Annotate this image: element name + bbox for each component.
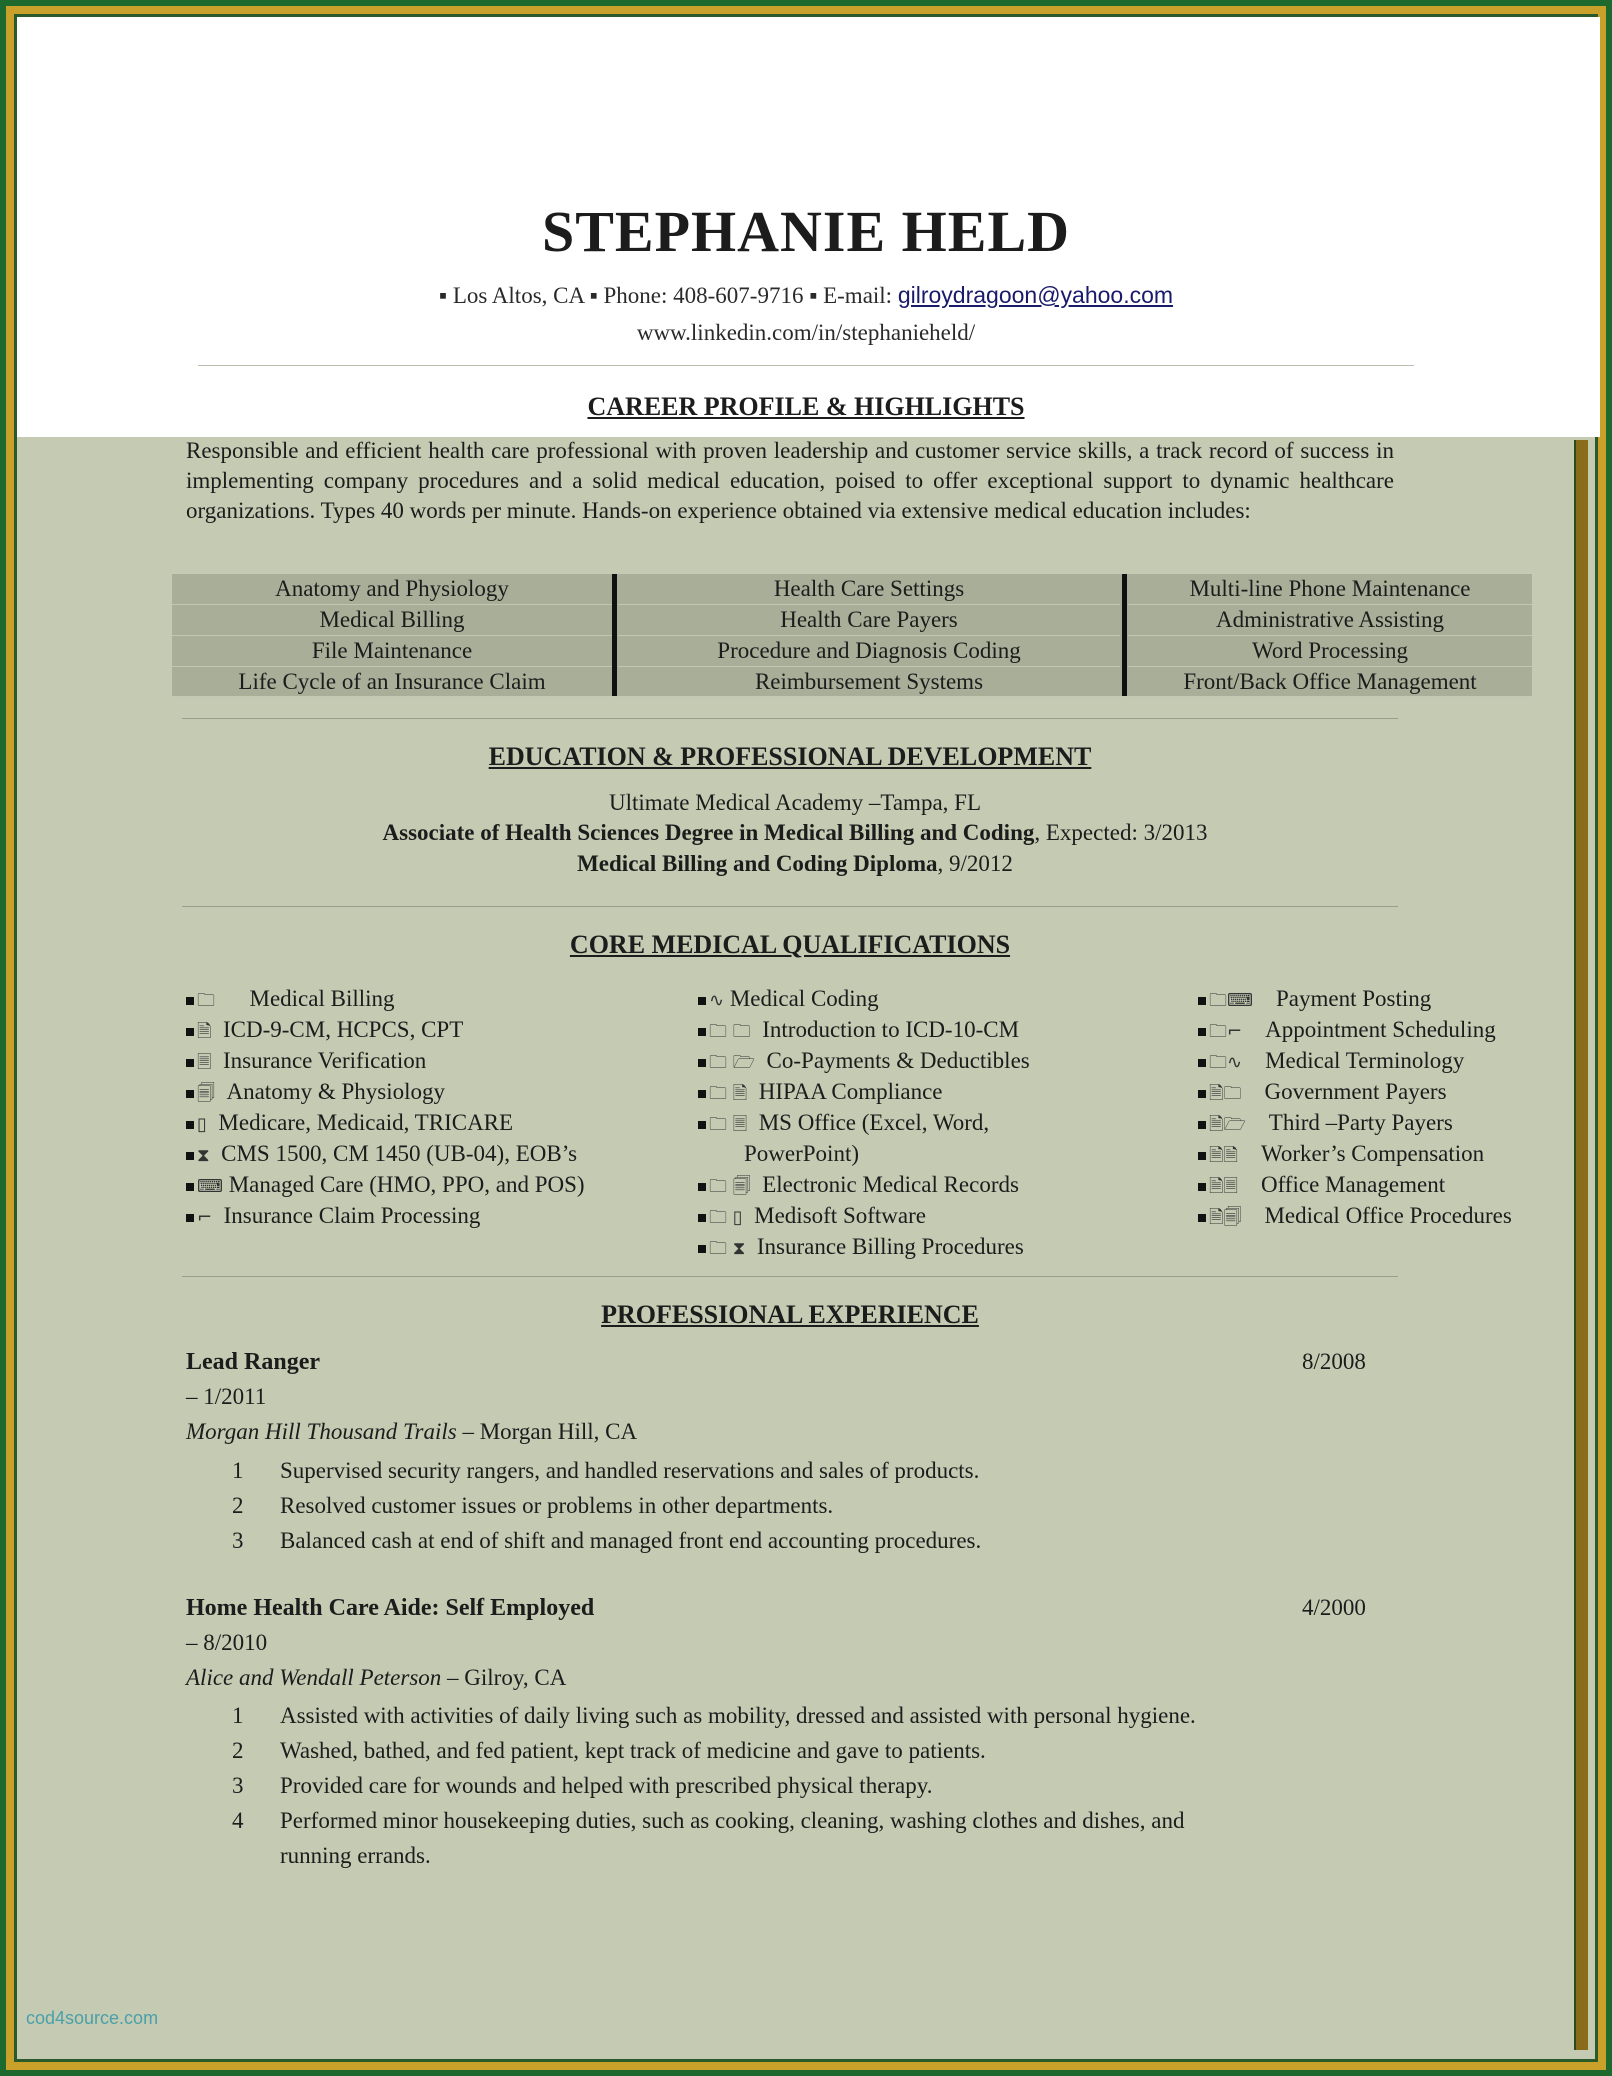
divider [182,906,1398,907]
job-organization [186,1419,637,1445]
folder-icon: 🗀 🗁 [709,1052,756,1074]
skill-item: Medical Billing [172,605,612,636]
job-start-date: 4/2000 [1302,1595,1366,1620]
linkedin-url[interactable]: www.linkedin.com/in/stephanieheld/ [636,320,976,345]
qualification-item: 🗀 🗏 MS Office (Excel, Word, [698,1107,989,1140]
document-folder-icon: 🗎🗀 [1209,1083,1242,1105]
employer-name: Alice and Wendall Peterson [186,1665,442,1690]
qualification-item: 🗀 🗎 HIPAA Compliance [698,1076,943,1109]
document-folder-icon: 🗎🗁 [1209,1114,1246,1136]
qualification-item: 🗀 Medical Billing [186,983,395,1016]
diploma: Medical Billing and Coding Diploma [577,851,938,876]
column-separator [612,574,617,696]
documents-icon: 🗎🗎 [1209,1145,1238,1167]
divider [198,365,1414,366]
diploma-line [0,851,1590,877]
mouse-icon: ⌐ [197,1207,213,1229]
scroll-icon: ∿ [709,990,725,1012]
resume-page: STEPHANIE HELD ▪ Los Altos, CA ▪ Phone: 408-607-9716 ▪ E-mail: gilroydragoon@yahoo.com www.linkedin.com/in/stephanieheld/ CAREER PROFILE & HIGHLIGHTS Responsible and efficient health care professional with proven leadership and customer service skills, a track record of success in implementing company procedures and a solid medical education, poised to offer exceptional support to dynamic healthcare organizations. Types 40 words per minute. Hands-on experience obtained via extensive medical education includes: Anatomy and Physiology Medical Billing File Maintenance Life Cycle of an Insurance Claim Health Care Settings Health Care Payers Procedure and Diagnosis Coding Reimbursement Systems Multi-line Phone Maintenance Administrative Assisting Word Processing Front/Back Office Management EDUCATION & PROFESSIONAL DEVELOPMENT Ultimate Medical Academy –Tampa, FL Associate of Health Sciences Degree in Medical Billing and Coding, Expected: 3/2013 Medical Billing and Coding Diploma, 9/2012 CORE MEDICAL QUALIFICATIONS 🗀 Medical Billing 🗎 ICD-9-CM, HCPCS, CPT 🗏 Insurance Verification 🗐 Anatomy & Physiology ▯ Medicare, Medicaid, TRICARE ⧗ CMS 1500, CM 1450 (UB-04), EOB’s ⌨ Managed Care (HMO, PPO, and POS) ⌐ Insurance Claim Processing ∿ Medical Coding 🗀 🗀 Introduction to ICD-10-CM 🗀 🗁 Co-Payments & Deductibles 🗀 🗎 HIPAA Compliance 🗀 🗏 MS Office (Excel, Word, PowerPoint) 🗀 🗐 Electronic Medical Records 🗀 ▯ Medisoft Software 🗀 ⧗ Insurance Billing Procedures 🗀⌨ Payment Posting 🗀⌐ Appointment Scheduling 🗀∿ Medical Terminology 🗎🗀 Government Payers 🗎🗁 Third –Party Payers 🗎🗎 Worker’s Compensation 🗎🗏 Office Management 🗎🗐 Medical Office Procedures PROFESSIONAL EXPERIENCE Lead Ranger 8/2008 – 1/2011 Morgan Hill Thousand Trails – Morgan Hill, CA 1 Supervised security rangers, and handled reservations and sales of products. 2 Resolved customer issues or problems in other departments. 3 Balanced cash at end of shift and managed front end accounting procedures. Home Health Care Aide: Self Employed 4/2000 – 8/2010 Alice and Wendall Peterson – Gilroy, CA 1 Assisted with activities of daily living such as mobility, dressed and assisted with personal hygiene. 2 Washed, bathed, and fed patient, kept track of medicine and gave to patients. 3 Provided care for wounds and helped with prescribed physical therapy. 4 Performed minor housekeeping duties, such as cooking, cleaning, washing clothes and dishes, and running errands. cod4source.com [0,0,1612,2076]
keyboard-icon: ⌨ [197,1176,223,1198]
job-title: Home Health Care Aide: Self Employed [186,1595,595,1621]
folder-pages-icon: 🗀 🗐 [709,1176,751,1198]
qualification-item: 🗎 ICD-9-CM, HCPCS, CPT [186,1014,463,1047]
qualification-item: 🗀 ⧗ Insurance Billing Procedures [698,1231,1024,1264]
qualification-item: 🗀⌨ Payment Posting [1198,983,1431,1016]
degree-date: , Expected: 3/2013 [1034,820,1208,845]
job-location: – Morgan Hill, CA [456,1419,638,1444]
skill-item: Life Cycle of an Insurance Claim [172,667,612,698]
skills-table [172,574,1532,696]
skill-item: Word Processing [1128,636,1532,667]
email-link[interactable]: gilroydragoon@yahoo.com [897,282,1174,308]
skill-item: Anatomy and Physiology [172,574,612,605]
skill-item: Reimbursement Systems [618,667,1120,698]
skill-item: File Maintenance [172,636,612,667]
folder-keyboard-icon: 🗀⌨ [1209,990,1253,1012]
document-icon: 🗏 [197,1052,212,1074]
skills-column-2 [618,574,1120,696]
section-title-qualifications: CORE MEDICAL QUALIFICATIONS [569,930,1011,959]
diploma-date: , 9/2012 [937,851,1013,876]
folder-mouse-icon: 🗀⌐ [1209,1021,1243,1043]
contact-line [0,282,1612,309]
folder-document-icon: 🗀 🗎 [709,1083,748,1105]
section-title-experience: PROFESSIONAL EXPERIENCE [601,1300,979,1329]
qualification-item: 🗀 🗀 Introduction to ICD-10-CM [698,1014,1019,1047]
qualification-item: 🗀 ▯ Medisoft Software [698,1200,926,1233]
qualification-item: 🗀 🗁 Co-Payments & Deductibles [698,1045,1030,1078]
skill-item: Administrative Assisting [1128,605,1532,636]
job-title: Lead Ranger [186,1349,320,1375]
degree: Associate of Health Sciences Degree in Medical Billing and Coding [382,820,1035,845]
skill-item: Health Care Payers [618,605,1120,636]
qualification-item: 🗎🗎 Worker’s Compensation [1198,1138,1484,1171]
qualification-item: 🗎🗀 Government Payers [1198,1076,1447,1109]
qualification-item: 🗀∿ Medical Terminology [1198,1045,1464,1078]
hourglass-icon: ⧗ [197,1145,210,1167]
school: Ultimate Medical Academy –Tampa, FL [608,790,982,815]
job-location: – Gilroy, CA [441,1665,567,1690]
documents-icon: 🗎🗏 [1209,1176,1238,1198]
divider [182,718,1398,719]
qualification-item: 🗎🗐 Medical Office Procedures [1198,1200,1512,1233]
qualification-item: 🗀⌐ Appointment Scheduling [1198,1014,1496,1047]
candidate-name: STEPHANIE HELD [541,199,1071,264]
qualification-item: ▯ Medicare, Medicaid, TRICARE [186,1107,513,1140]
book-icon: ▯ [197,1114,207,1136]
qualification-item: ⧗ CMS 1500, CM 1450 (UB-04), EOB’s [186,1138,577,1171]
folder-document-icon: 🗀 🗏 [709,1114,748,1136]
job-start-date: 8/2008 [1302,1349,1366,1374]
qualification-item: 🗀 🗐 Electronic Medical Records [698,1169,1019,1202]
folder-icon: 🗀 [197,990,215,1012]
divider [182,1276,1398,1277]
profile-summary: Responsible and efficient health care professional with proven leadership and customer service skills, a track record of success in implementing company procedures and a solid medical education, poised to offer exceptional support to dynamic healthcare organizations. Types 40 words per minute. Hands-on experience obtained via extensive medical education includes: [186,438,1394,523]
job-organization [186,1665,566,1691]
skill-item: Front/Back Office Management [1128,667,1532,698]
employer-name: Morgan Hill Thousand Trails [186,1419,457,1444]
qualification-item-continued: PowerPoint) [744,1141,859,1166]
folder-icon: 🗀 🗀 [709,1021,751,1043]
qualification-item: 🗎🗁 Third –Party Payers [1198,1107,1453,1140]
skill-item: Multi-line Phone Maintenance [1128,574,1532,605]
qualification-item: ⌐ Insurance Claim Processing [186,1200,480,1233]
job-end-date: – 1/2011 [186,1384,267,1409]
section-title-profile: CAREER PROFILE & HIGHLIGHTS [587,392,1025,421]
pages-icon: 🗐 [197,1083,215,1105]
document-icon: 🗎 [197,1021,212,1043]
qualification-item: ⌨ Managed Care (HMO, PPO, and POS) [186,1169,585,1202]
skill-item: Health Care Settings [618,574,1120,605]
skills-column-3 [1128,574,1532,696]
watermark: cod4source.com [26,2008,159,2028]
section-title-education: EDUCATION & PROFESSIONAL DEVELOPMENT [488,742,1092,771]
folder-scroll-icon: 🗀∿ [1209,1052,1243,1074]
folder-hourglass-icon: 🗀 ⧗ [709,1238,746,1260]
qualification-item: 🗏 Insurance Verification [186,1045,426,1078]
column-separator [1122,574,1127,696]
degree-line [0,820,1590,846]
qualification-item: 🗎🗏 Office Management [1198,1169,1445,1202]
skills-column-1 [172,574,612,696]
contact-details: ▪ Los Altos, CA ▪ Phone: 408-607-9716 ▪ E-mail: [438,283,898,308]
documents-icon: 🗎🗐 [1209,1207,1242,1229]
skill-item: Procedure and Diagnosis Coding [618,636,1120,667]
qualification-item: ∿ Medical Coding [698,983,879,1016]
job-end-date: – 8/2010 [186,1630,268,1655]
folder-book-icon: 🗀 ▯ [709,1207,743,1229]
qualification-item: 🗐 Anatomy & Physiology [186,1076,445,1109]
